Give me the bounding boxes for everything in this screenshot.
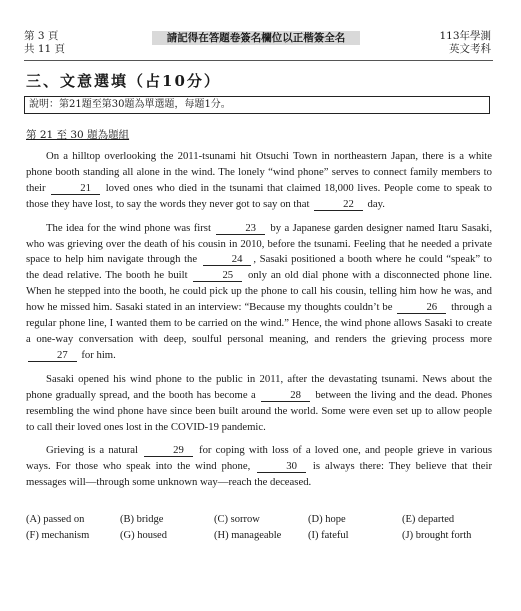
exam-subject: 英文考科 xyxy=(449,43,491,55)
blank-23: 23 xyxy=(216,222,265,235)
header-divider xyxy=(24,60,493,61)
passage-paragraph-1 xyxy=(26,149,492,213)
passage-text: The idea for the wind phone was first xyxy=(46,221,215,234)
option-h: (H) manageable xyxy=(214,530,282,541)
answer-options xyxy=(26,512,496,544)
option-d: (D) hope xyxy=(308,514,346,525)
blank-21: 21 xyxy=(51,182,100,195)
blank-24: 24 xyxy=(203,253,252,266)
passage-text: , Sasaki positioned a booth where he could “speak” to the dead relative. The booth he built xyxy=(26,253,492,282)
option-i: (I) fateful xyxy=(308,530,349,541)
options-row-1 xyxy=(26,512,496,528)
blank-22: 22 xyxy=(314,198,363,211)
signature-notice: 請記得在答題卷簽名欄位以正楷簽全名 xyxy=(152,31,360,45)
passage-paragraph-4 xyxy=(26,443,492,491)
page-label: 第 3 頁 xyxy=(24,30,59,42)
passage xyxy=(26,149,492,499)
blank-29: 29 xyxy=(144,444,193,457)
option-e: (E) departed xyxy=(402,514,455,525)
question-group-label: 第 21 至 30 題為題組 xyxy=(26,129,130,141)
option-c: (C) sorrow xyxy=(214,514,260,525)
total-pages-label: 共 11 頁 xyxy=(24,43,66,55)
passage-text: between the living and the dead. Phones resembling the wind phone have since been built around the world. Some were even set up to allow people to call their loved ones lost in the COVID-19 pandemic. xyxy=(26,388,492,433)
passage-text: by a Japanese garden designer named Itaru Sasaki, who was grieving over the death of his cousin in 2010, before the tsunami. Feeling that he needed a private space to help him navigate through the xyxy=(26,221,493,266)
option-b: (B) bridge xyxy=(120,514,164,525)
passage-text: is always there: They believe that their messages will—through some unknown way—reach the deceased. xyxy=(26,460,492,489)
blank-27: 27 xyxy=(28,349,77,362)
instructions-box: 說明：第21題至第30題為單選題，每題1分。 xyxy=(24,96,490,114)
blank-28: 28 xyxy=(261,389,310,402)
passage-paragraph-3 xyxy=(26,372,492,436)
option-g: (G) housed xyxy=(120,530,167,541)
passage-text: for him. xyxy=(78,348,116,361)
blank-30: 30 xyxy=(257,460,306,473)
passage-paragraph-2 xyxy=(26,221,492,364)
exam-year: 113年學測 xyxy=(439,30,491,42)
blank-26: 26 xyxy=(397,301,446,314)
passage-text: only an old dial phone with a disconnected phone line. When he stepped into the booth, he could pick up the phone to call his cousin, telling him how he was, and how he missed him. Sasaki stated in an interview: “Because my thoughts couldn’t be xyxy=(26,269,492,314)
option-j: (J) brought forth xyxy=(402,530,472,541)
passage-text: Grieving is a natural xyxy=(46,444,143,457)
section-title: 三、文意選填（占10分） xyxy=(26,72,221,90)
page-number-block xyxy=(24,30,65,56)
option-f: (F) mechanism xyxy=(26,530,90,541)
passage-text: loved ones who died in the tsunami that claimed 18,000 lives. People come to speak to those they have lost, to say the words they never got to say on that xyxy=(26,181,492,210)
exam-info-block xyxy=(439,30,491,56)
blank-25: 25 xyxy=(193,269,242,282)
options-row-2 xyxy=(26,528,496,544)
option-a: (A) passed on xyxy=(26,514,85,525)
passage-text: On a hilltop overlooking the 2011-tsunami hit Otsuchi Town in northeastern Japan, there is a white phone booth standing all alone in the wind. The lonely “wind phone” serves to connect family members to their xyxy=(26,150,492,194)
passage-text: for coping with loss of a loved one, and people grieve in various ways. For those who speak into the wind phone, xyxy=(26,444,492,473)
passage-text: through a regular phone line, I wanted them to be carried on the wind.” Hence, the wind phone allows Sasaki to create a one-way conversation with deep, soulful personal meaning, and renders the grieving process more xyxy=(26,301,492,345)
passage-text: Sasaki opened his wind phone to the public in 2011, after the devastating tsunami. News about the phone gradually spread, and the booth has become a xyxy=(26,372,492,401)
passage-text: day. xyxy=(364,197,385,210)
